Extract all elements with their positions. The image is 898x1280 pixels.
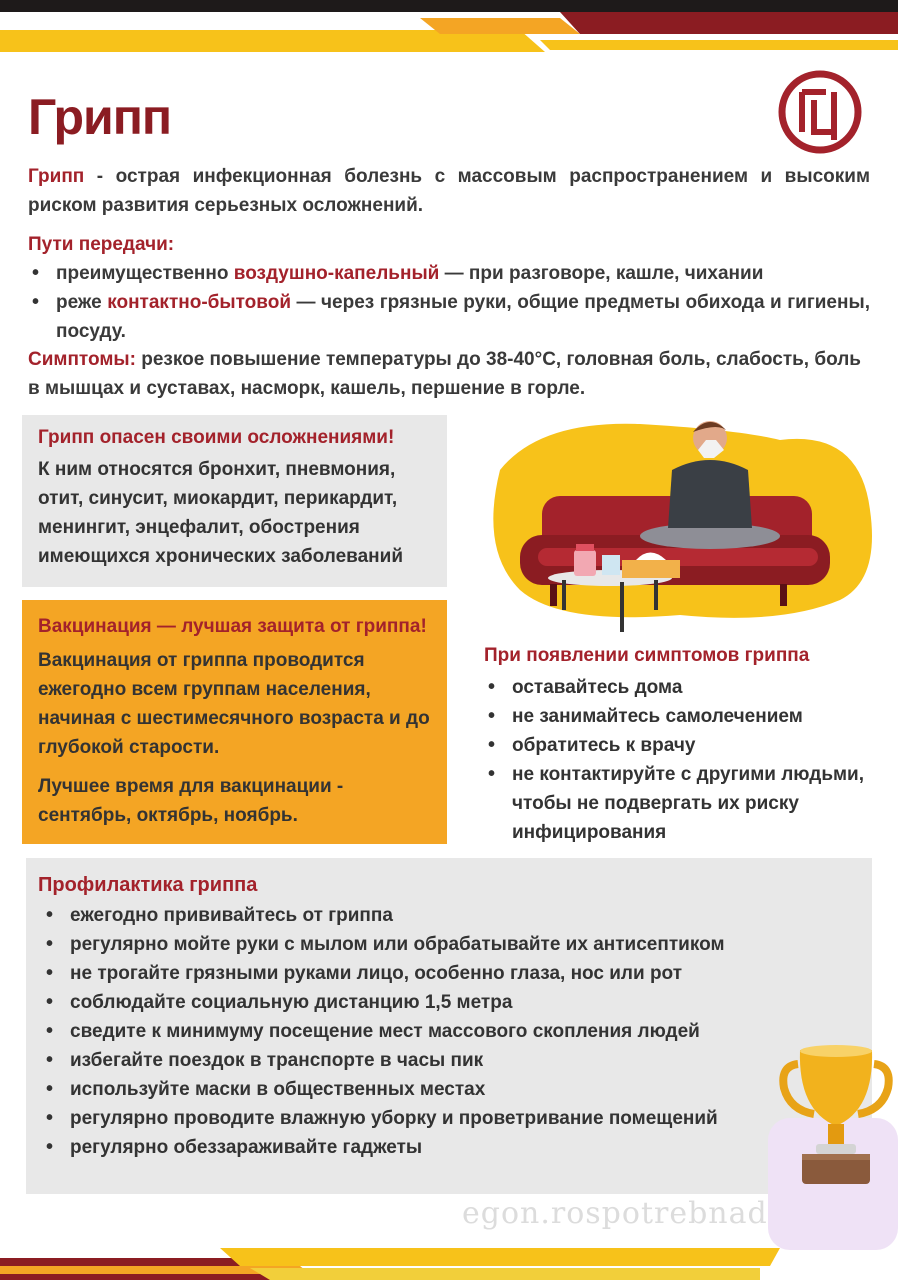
symptoms-heading: Симптомы: (28, 349, 136, 370)
complications-heading: Грипп опасен своими осложнениями! (38, 427, 395, 448)
on-symptoms-item: • обратитесь к врачу (484, 731, 874, 760)
prevention-item: • не трогайте грязными руками лицо, особенно глаза, нос или рот (42, 959, 762, 988)
prevention-item: • соблюдайте социальную дистанцию 1,5 метра (42, 988, 762, 1017)
on-symptoms-item: • не контактируйте с другими людьми, чтобы не подвергать их риску инфицирования (484, 760, 874, 847)
page-title: Грипп (28, 89, 172, 145)
on-symptoms-item: • оставайтесь дома (484, 673, 874, 702)
prevention-item: • избегайте поездок в транспорте в часы пик (42, 1046, 762, 1075)
sick-person-illustration (480, 410, 880, 640)
vaccination-text: Вакцинация от гриппа проводится ежегодно всем группам населения, начиная с шестимесячного возраста и до глубокой старости. (38, 650, 430, 758)
rospotrebnadzor-logo-icon (778, 70, 862, 154)
intro-paragraph (28, 162, 870, 220)
transmission-item: • реже контактно-бытовой — через грязные руки, общие предметы обихода и гигиены, посуду. (28, 288, 870, 346)
complications-box (22, 415, 447, 587)
top-stripes (0, 0, 898, 60)
prevention-item: • ежегодно прививайтесь от гриппа (42, 901, 762, 930)
transmission-section (28, 230, 870, 346)
transmission-heading: Пути передачи: (28, 234, 175, 255)
on-symptoms-section (484, 645, 884, 847)
prevention-heading: Профилактика гриппа (38, 874, 258, 896)
intro-text: - острая инфекционная болезнь с массовым распространением и высоким риском развития серьезных осложнений. (28, 166, 870, 216)
prevention-box (26, 858, 872, 1194)
prevention-item: • регулярно обеззараживайте гаджеты (42, 1133, 762, 1162)
complications-text: К ним относятся бронхит, пневмония, отит, синусит, миокардит, перикардит, менингит, энцефалит, обострения имеющихся хронических заболеваний (38, 459, 403, 567)
on-symptoms-item: • не занимайтесь самолечением (484, 702, 874, 731)
watermark-text: egon.rospotrebnad (462, 1196, 768, 1231)
vaccination-heading: Вакцинация — лучшая защита от гриппа! (38, 616, 427, 637)
prevention-item: • регулярно мойте руки с мылом или обрабатывайте их антисептиком (42, 930, 762, 959)
symptoms-text: резкое повышение температуры до 38-40°С, головная боль, слабость, боль в мышцах и суставах, насморк, кашель, першение в горле. (28, 349, 861, 399)
transmission-item: • преимущественно воздушно-капельный — при разговоре, кашле, чихании (28, 259, 870, 288)
vaccination-box (22, 600, 447, 844)
trophy-icon (778, 1040, 894, 1190)
intro-term: Грипп (28, 166, 85, 187)
on-symptoms-heading: При появлении симптомов гриппа (484, 645, 810, 666)
prevention-item: • сведите к минимуму посещение мест массового скопления людей (42, 1017, 762, 1046)
prevention-item: • регулярно проводите влажную уборку и проветривание помещений (42, 1104, 762, 1133)
vaccination-best-time: Лучшее время для вакцинации - сентябрь, октябрь, ноябрь. (38, 776, 344, 826)
bottom-stripes (0, 1228, 898, 1280)
prevention-item: • используйте маски в общественных местах (42, 1075, 762, 1104)
symptoms-paragraph (28, 345, 870, 403)
